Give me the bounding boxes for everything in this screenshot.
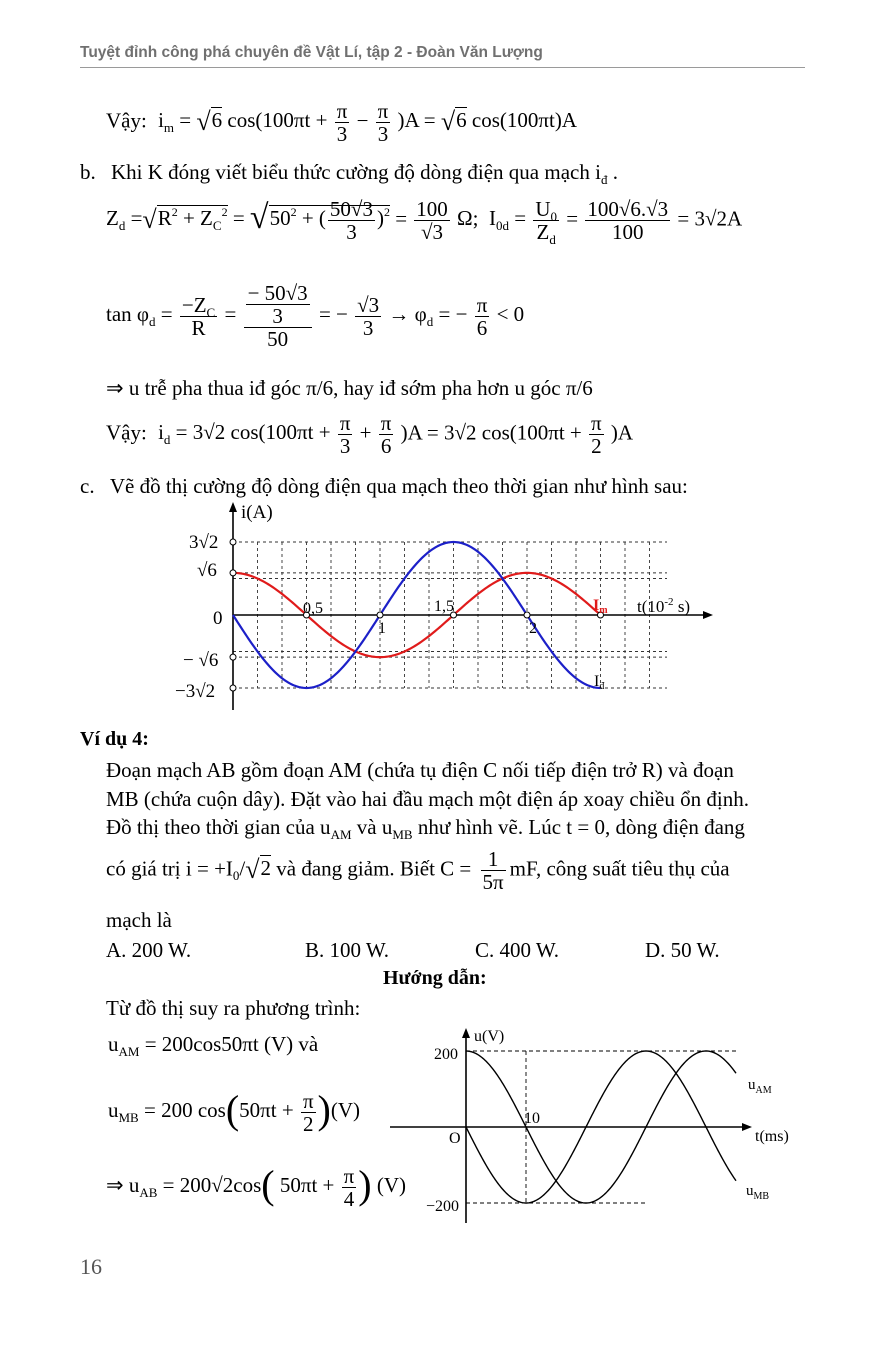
voltage-time-graph xyxy=(390,1025,810,1225)
page-number: 16 xyxy=(80,1254,102,1279)
chart2-ylabel: u(V) xyxy=(474,1028,505,1045)
chart1-y-marker xyxy=(230,539,236,545)
chart1-xtick-1: 1 xyxy=(378,620,386,637)
chart1-ylabel: i(A) xyxy=(241,502,273,523)
chart1-xtick-1-5: 1,5 xyxy=(434,598,454,615)
chart1-y-marker xyxy=(230,654,236,660)
example-line-5: mạch là xyxy=(106,908,172,932)
equation-tan-phi: $\tan \varphi_d$ = $\frac{-Z_C}{R}$ = $\frac{\frac{- 50√3}{3}}{50}$ = − $\frac{√3}{3}$ → $\varphi_d$ = − $\frac{\pi}{6}$ < 0 xyxy=(106,281,525,352)
chart1-y-marker xyxy=(230,570,236,576)
equation-zd: $Z_d =√R^2 + Z_C^2 = √50^2$ + ( $\frac{50√3}{3}$ )$^2$ = $\frac{100}{√3}$ Ω; $I_{0d}$ = $\frac{U_0}{Z_d}$ = $\frac{100√6.√3}{100}$ = 3√2A xyxy=(106,197,743,248)
option-b: B. 100 W. xyxy=(305,938,390,962)
chart1-ytick-3sqrt2: 3√2 xyxy=(189,532,219,553)
chart2-origin: O xyxy=(449,1130,461,1147)
chart2-xtick-10: 10 xyxy=(524,1110,540,1127)
chart1-x-marker xyxy=(524,612,530,618)
chart1-x-arrow xyxy=(703,611,713,619)
part-b-heading: b. Khi K đóng viết biểu thức cường độ dòng điện qua mạch $i_đ$ . xyxy=(80,160,618,187)
chart1-y-marker xyxy=(230,685,236,691)
chart2-x-arrow xyxy=(742,1123,752,1131)
chart1-x-marker xyxy=(377,612,383,618)
chart2-legend-umb: $u_{MB}$ xyxy=(746,1183,770,1202)
chart2-ytick-neg200: −200 xyxy=(426,1198,460,1215)
chart1-ytick-neg-sqrt6: − √6 xyxy=(183,650,219,671)
chart1-ytick-neg-3sqrt2: −3√2 xyxy=(175,681,216,702)
example-line-3: Đồ thị theo thời gian của $u_{AM}$ và $u_{MB}$ như hình vẽ. Lúc t = 0, dòng điện đang xyxy=(106,815,745,842)
option-a: A. 200 W. xyxy=(106,938,192,962)
equation-im: Vậy: $i_m = √6$ cos(100πt + $\frac{\pi}{3}$ − $\frac{\pi}{3}$ )A = √6 cos(100πt)A xyxy=(106,99,577,147)
current-time-graph xyxy=(175,498,720,713)
guide-line: Từ đồ thị suy ra phương trình: xyxy=(106,996,361,1020)
chart1-xlabel: $t(10^{-2}$ s) xyxy=(637,596,691,616)
chart2-y-arrow xyxy=(462,1028,470,1038)
chart1-xtick-0-5: 0,5 xyxy=(303,600,323,617)
example-line-1: Đoạn mạch AB gồm đoạn AM (chứa tụ điện C nối tiếp điện trở R) và đoạn xyxy=(106,758,734,782)
equation-umb: $u_{MB} = 200$ cos(50πt + $\frac{\pi}{2}$ )(V) xyxy=(108,1087,361,1136)
equation-uab: ⇒ $u_{AB} = 200√2\cos$( 50πt + $\frac{\pi}{4}$ ) (V) xyxy=(106,1162,406,1211)
chart2-ytick-200: 200 xyxy=(434,1046,458,1063)
phase-conclusion: ⇒ u trễ pha thua iđ góc π/6, hay iđ sớm pha hơn u góc π/6 xyxy=(106,376,593,400)
vay-label: Vậy: xyxy=(106,108,147,133)
guide-title: Hướng dẫn: xyxy=(383,967,487,989)
chart2-legend-uam: $u_{AM}$ xyxy=(748,1077,772,1096)
part-c-heading: c. Vẽ đồ thị cường độ dòng điện qua mạch theo thời gian như hình sau: xyxy=(80,474,688,498)
header-rule xyxy=(80,67,805,68)
example-title: Ví dụ 4: xyxy=(80,728,149,750)
example-line-2: MB (chứa cuộn dây). Đặt vào hai đầu mạch một điện áp xoay chiều ổn định. xyxy=(106,787,749,811)
chart1-legend-id: Iđ xyxy=(594,673,605,692)
option-d: D. 50 W. xyxy=(645,938,720,962)
equation-id: Vậy: $i_d = 3√2$ cos(100πt + $\frac{\pi}{3}$ + $\frac{\pi}{6}$ )A = 3√2 cos(100πt + $\frac{\pi}{2}$ )A xyxy=(106,411,634,459)
chart2-xlabel: t(ms) xyxy=(755,1128,789,1145)
chart1-xtick-2: 2 xyxy=(529,620,537,637)
chart1-ytick-sqrt6: √6 xyxy=(197,560,217,581)
equation-uam: $u_{AM} = 200\cos 50\pi t$ (V) và xyxy=(108,1032,319,1059)
chart1-legend-im: Im xyxy=(593,597,608,616)
chart1-ytick-0: 0 xyxy=(213,608,223,629)
example-line-4: có giá trị $i = +I_0/√2$ và đang giảm. Biết C = $\frac{1}{5\pi}$ mF, công suất tiêu thụ của xyxy=(106,847,730,895)
option-c: C. 400 W. xyxy=(475,938,560,962)
running-header: Tuyệt đỉnh công phá chuyên đề Vật Lí, tập 2 - Đoàn Văn Lượng xyxy=(80,44,543,61)
chart1-y-arrow xyxy=(229,502,237,512)
